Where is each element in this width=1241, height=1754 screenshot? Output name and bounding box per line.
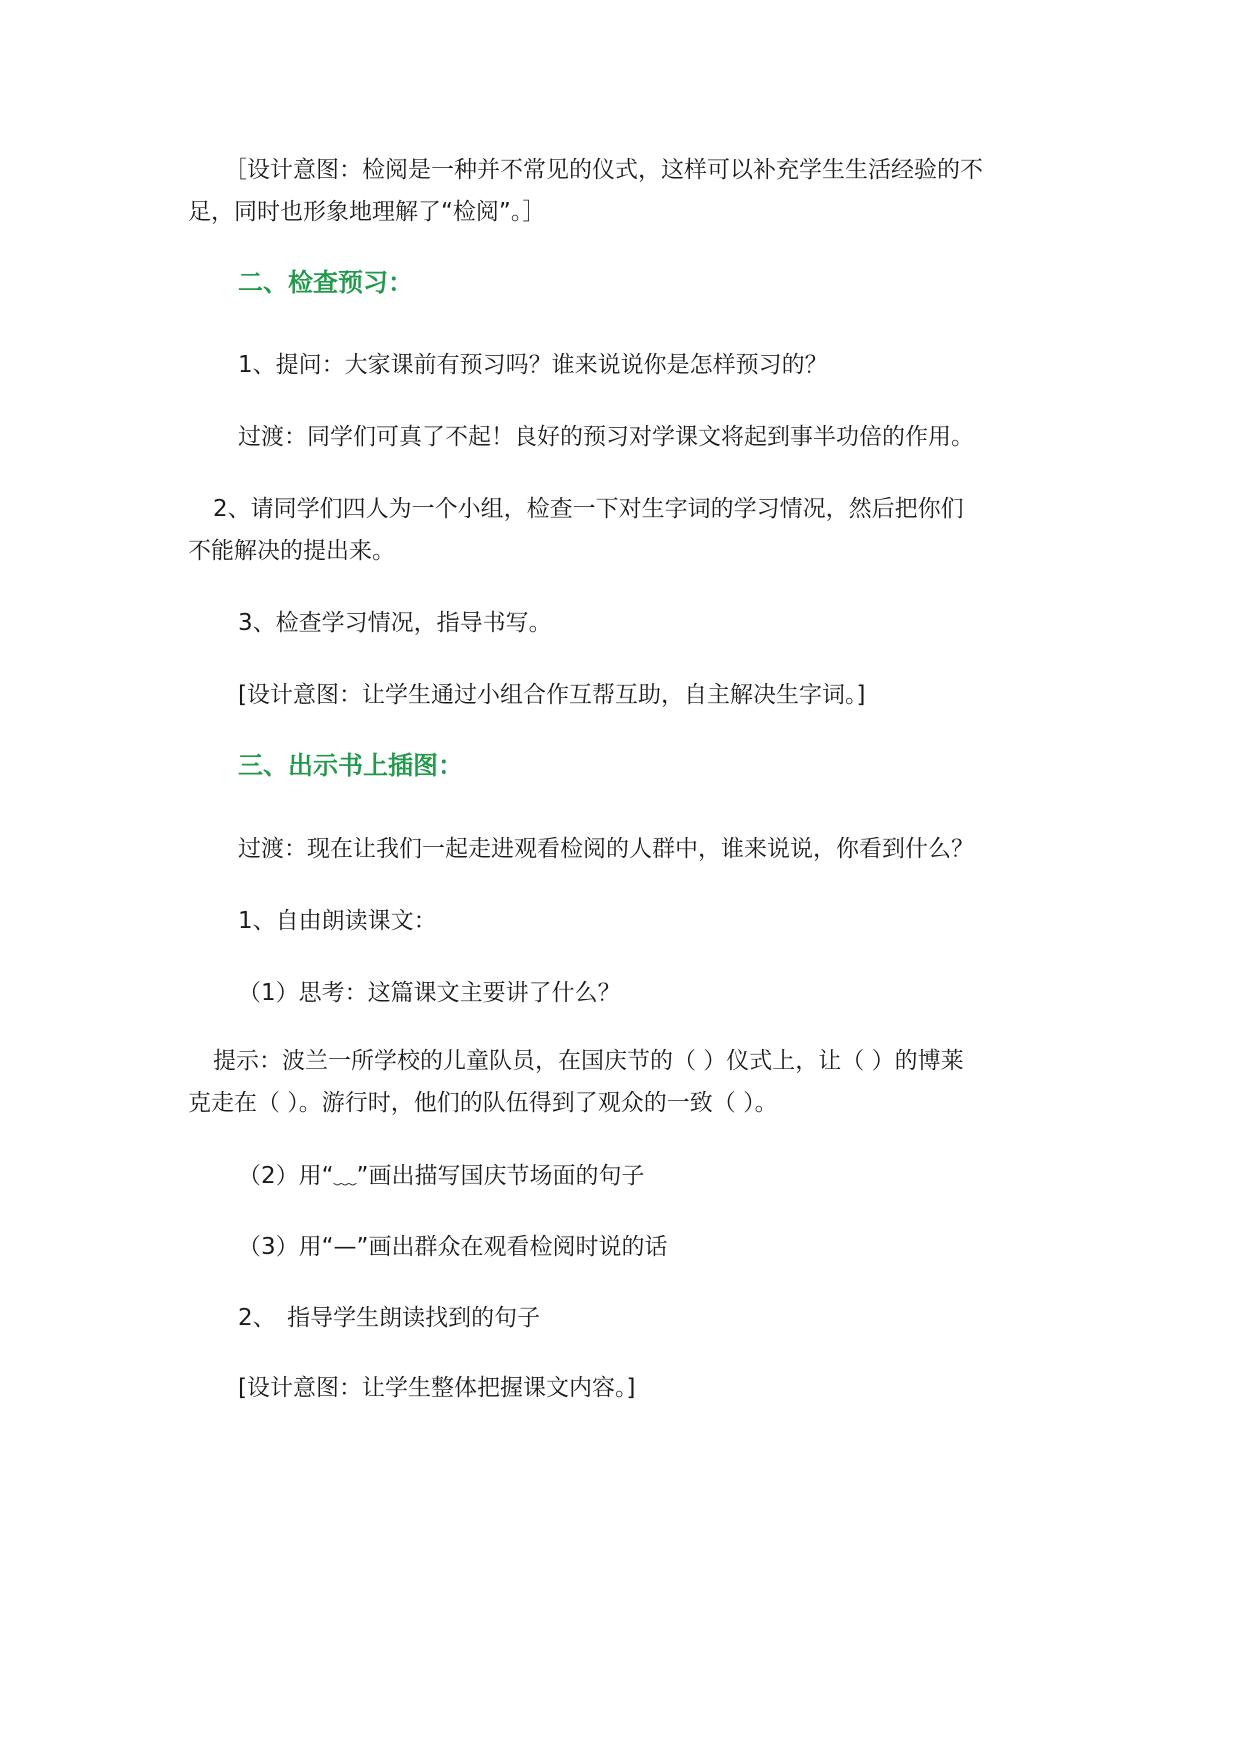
transition-paragraph-2: 过渡：现在让我们一起走进观看检阅的人群中，谁来说说，你看到什么？	[238, 836, 974, 862]
step-2: 2、 指导学生朗读找到的句子	[238, 1305, 541, 1331]
paragraph-line: 提示：波兰一所学校的儿童队员，在国庆节的（ ）仪式上，让（ ）的博莱	[213, 1048, 964, 1074]
design-intent-paragraph-1	[188, 149, 1048, 233]
section-heading-illustration: 三、出示书上插图：	[238, 751, 464, 780]
sub-question-2: （2）用“﹏”画出描写国庆节场面的句子	[238, 1163, 645, 1189]
paragraph-line: 克走在（ ）。游行时，他们的队伍得到了观众的一致（ ）。	[188, 1090, 778, 1116]
step-1: 1、自由朗读课文：	[238, 908, 437, 934]
sub-question-1: （1）思考：这篇课文主要讲了什么？	[238, 980, 621, 1006]
section-heading-preview-check: 二、检查预习：	[238, 268, 414, 297]
paragraph-line: 足，同时也形象地理解了“检阅”。］	[188, 199, 546, 225]
hint-paragraph	[188, 1040, 1048, 1124]
question-1: 1、提问：大家课前有预习吗？谁来说说你是怎样预习的？	[238, 352, 828, 378]
sub-question-3: （3）用“—”画出群众在观看检阅时说的话	[238, 1234, 668, 1260]
question-3: 3、检查学习情况，指导书写。	[238, 610, 552, 636]
question-2-paragraph	[188, 488, 1048, 572]
paragraph-line: 2、请同学们四人为一个小组，检查一下对生字词的学习情况，然后把你们	[213, 496, 964, 522]
design-intent-paragraph-3: [设计意图：让学生整体把握课文内容。]	[238, 1375, 636, 1401]
design-intent-paragraph-2: [设计意图：让学生通过小组合作互帮互助，自主解决生字词。]	[238, 682, 866, 708]
paragraph-line: ［设计意图：检阅是一种并不常见的仪式，这样可以补充学生生活经验的不	[224, 157, 983, 183]
paragraph-line: 不能解决的提出来。	[188, 538, 395, 564]
transition-paragraph-1: 过渡：同学们可真了不起！良好的预习对学课文将起到事半功倍的作用。	[238, 424, 974, 450]
